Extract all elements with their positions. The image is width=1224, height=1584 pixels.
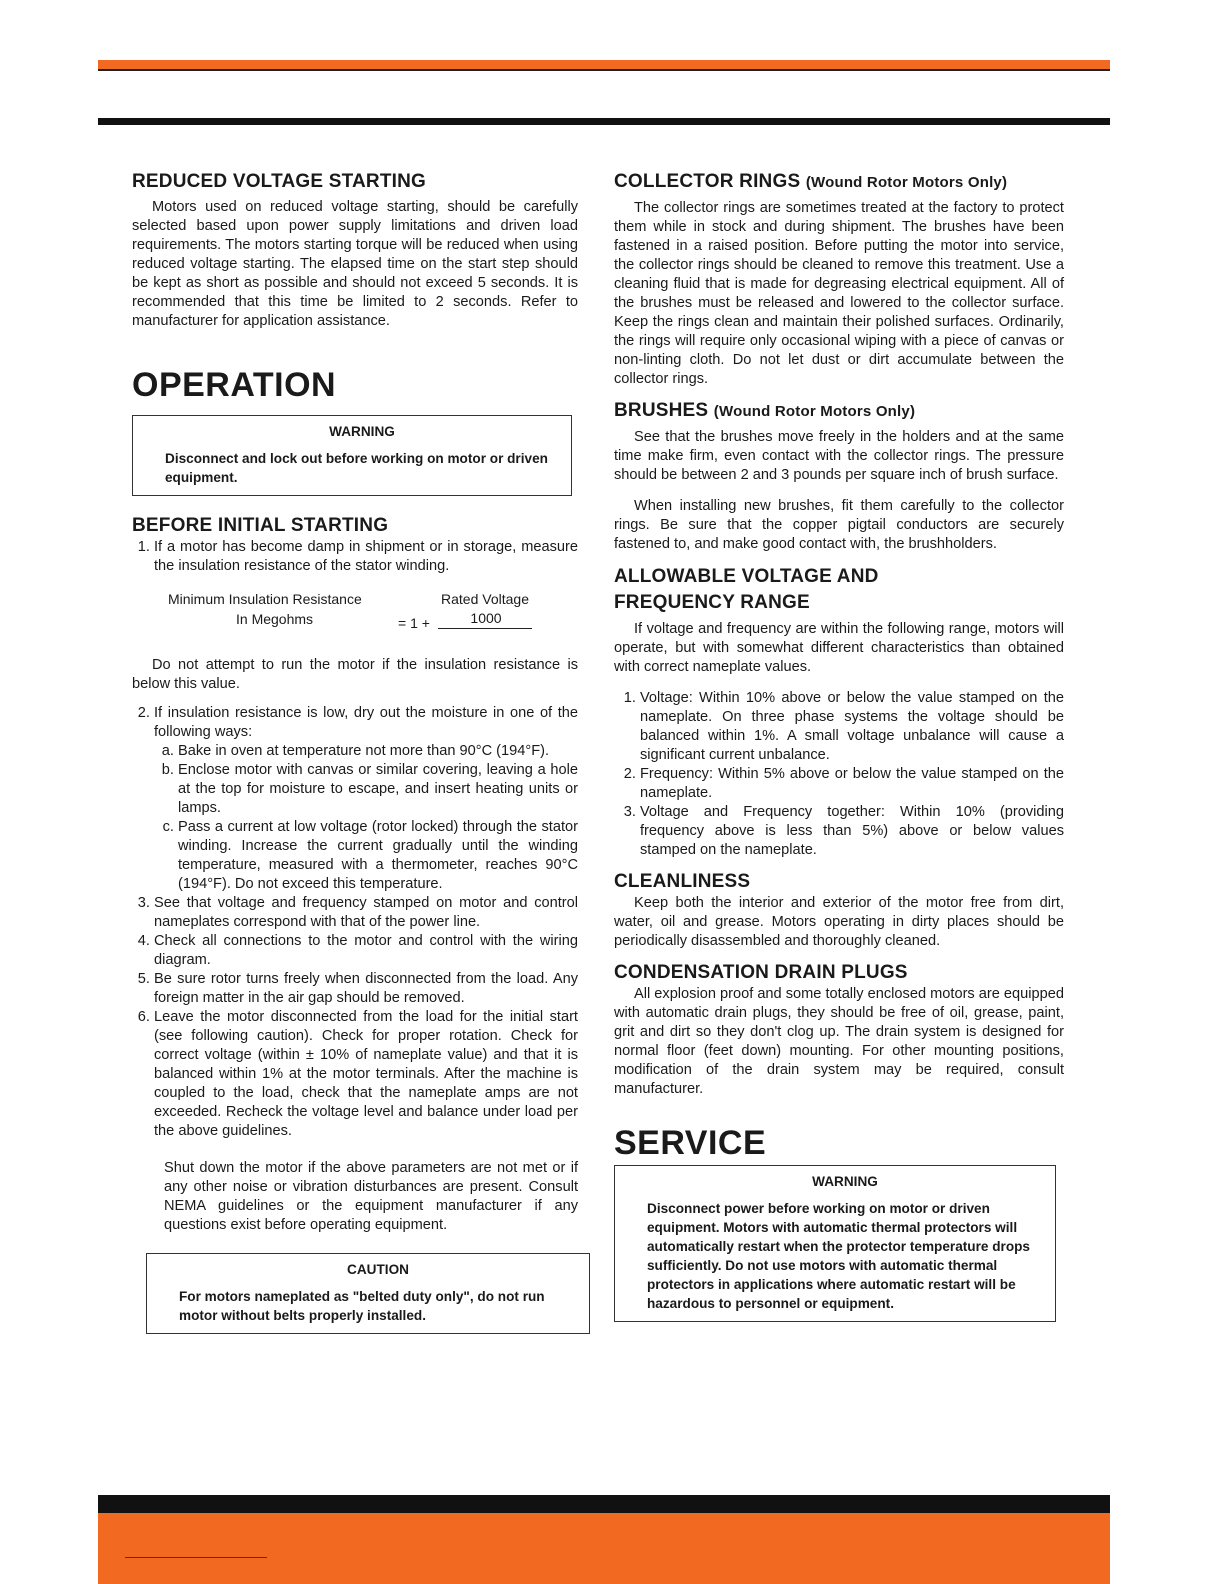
allowable-voltage-section <box>614 564 1064 860</box>
list-item: 1. Voltage: Within 10% above or below the value stamped on the nameplate. On three phase systems the voltage should be balanced within 1%. A small voltage unbalance will cause a significant current unbalance. <box>640 689 1064 765</box>
formula-equals: = 1 + <box>398 615 430 631</box>
header-black-bar <box>98 118 1110 125</box>
heading-line-1: ALLOWABLE VOLTAGE AND <box>614 566 879 587</box>
operation-section <box>132 365 578 496</box>
cleanliness-heading: CLEANLINESS <box>614 871 751 892</box>
allowable-voltage-heading <box>614 564 1064 616</box>
insulation-note: Do not attempt to run the motor if the insulation resistance is below this value. <box>132 657 578 692</box>
brushes-heading <box>614 399 1064 424</box>
warning-body: Disconnect power before working on motor or driven equipment. Motors with automatic thermal protectors will automatically restart when the protector temperature drops sufficiently. Do not use motors with automatic thermal protectors in applications where automatic restart will be hazardous to personnel or equipment. <box>647 1201 1030 1311</box>
heading-subtitle: (Wound Rotor Motors Only) <box>713 403 916 420</box>
heading-text: BRUSHES <box>614 400 709 421</box>
brushes-body-2: When installing new brushes, fit them carefully to the collector rings. Be sure that the copper pigtail conductors are securely fastened to, and make good contact with, the brushholders. <box>614 498 1064 552</box>
collector-rings-heading <box>614 170 1064 195</box>
list-item: 6. Leave the motor disconnected from the load for the initial start (see following caution). Check for proper rotation. Check for correct voltage (within ± 10% of nameplate value) and that it is balanced within 1% at the motor terminals. After the machine is coupled to the load, check that the nameplate amps are not exceeded. Recheck the voltage level and balance under load per the above guidelines. <box>154 1008 578 1141</box>
list-item: 3. Voltage and Frequency together: Within 10% (providing frequency above is less than 5%) above or below values stamped on the nameplate. <box>640 803 1064 860</box>
shutdown-note: Shut down the motor if the above parameters are not met or if any other noise or vibration disturbances are present. Consult NEMA guidelines or the equipment manufacturer if any questions exist before operating equipment. <box>164 1160 578 1233</box>
list-item <box>154 704 578 894</box>
list-item: c. Pass a current at low voltage (rotor locked) through the stator winding. Increase the current gradually until the winding temperature, measured with a thermometer, reaches 90°C (194°F). Do not exceed this temperature. <box>178 818 578 894</box>
list-item: 3. See that voltage and frequency stamped on motor and control nameplates correspond with that of the power line. <box>154 894 578 932</box>
list-item: 1. If a motor has become damp in shipment or in storage, measure the insulation resistance of the stator winding. <box>154 538 578 576</box>
operation-heading: OPERATION <box>132 366 337 404</box>
operation-warning-box <box>132 415 572 496</box>
allowable-range-list <box>614 689 1064 860</box>
list-item: b. Enclose motor with canvas or similar covering, leaving a hole at the top for moisture to escape, and insert heating units or lamps. <box>178 761 578 818</box>
caution-body: For motors nameplated as "belted duty only", do not run motor without belts properly installed. <box>179 1289 545 1323</box>
warning-title: WARNING <box>812 1174 878 1189</box>
formula-fraction-bar <box>438 628 532 629</box>
heading-line-2: FREQUENCY RANGE <box>614 592 810 613</box>
right-column <box>614 170 1064 1322</box>
list-item: 5. Be sure rotor turns freely when disconnected from the load. Any foreign matter in the air gap should be removed. <box>154 970 578 1008</box>
list-item: 2. Frequency: Within 5% above or below the value stamped on the nameplate. <box>640 765 1064 803</box>
insulation-formula <box>132 590 578 642</box>
brushes-section <box>614 399 1064 554</box>
header-orange-bar <box>98 60 1110 69</box>
formula-numerator: Rated Voltage <box>441 591 529 607</box>
header-rule <box>98 69 1110 71</box>
list-item: a. Bake in oven at temperature not more than 90°C (194°F). <box>178 742 578 761</box>
warning-body: Disconnect and lock out before working on motor or driven equipment. <box>165 451 548 485</box>
condensation-body: All explosion proof and some totally enclosed motors are equipped with automatic drain plugs, they should be free of oil, grease, paint, grit and dirt so they don't clog up. The drain system is designed for normal floor (feet down) mounting. For other mounting positions, modification of the drain system may be required, consult manufacturer. <box>614 986 1064 1097</box>
before-initial-starting-section <box>132 514 578 1334</box>
allowable-voltage-intro: If voltage and frequency are within the following range, motors will operate, but with somewhat different characteristics than obtained with correct nameplate values. <box>614 621 1064 675</box>
list-item-text: If insulation resistance is low, dry out the moisture in one of the following ways: <box>154 705 578 740</box>
starting-steps-list-continued <box>132 704 578 1141</box>
condensation-heading: CONDENSATION DRAIN PLUGS <box>614 962 908 983</box>
collector-rings-section <box>614 170 1064 389</box>
heading-text: COLLECTOR RINGS <box>614 171 801 192</box>
before-initial-starting-heading: BEFORE INITIAL STARTING <box>132 515 389 536</box>
cleanliness-section <box>614 870 1064 951</box>
heading-subtitle: (Wound Rotor Motors Only) <box>805 174 1008 191</box>
formula-denominator: 1000 <box>470 610 502 626</box>
left-column <box>132 170 578 1334</box>
condensation-section <box>614 961 1064 1099</box>
reduced-voltage-section <box>132 170 578 331</box>
formula-left-unit: In Megohms <box>236 611 314 627</box>
footer-black-bar <box>98 1495 1110 1513</box>
cleanliness-body: Keep both the interior and exterior of the motor free from dirt, water, oil and grease. Motors operating in dirty places should be periodically disassembled and thoroughly cleaned. <box>614 895 1064 949</box>
service-warning-box <box>614 1165 1056 1322</box>
brushes-body-1: See that the brushes move freely in the holders and at the same time make firm, even contact with the collector rings. The pressure should be between 2 and 3 pounds per square inch of brush surface. <box>614 429 1064 483</box>
collector-rings-body: The collector rings are sometimes treated at the factory to protect them while in stock and during shipment. The brushes have been fastened in a raised position. Before putting the motor into service, the collector rings should be cleaned to remove this treatment. Use a cleaning fluid that is made for degreasing electrical equipment. All of the brushes must be released and lowered to the collector surface. Keep the rings clean and maintain their polished surfaces. Ordinarily, the rings will require only occasional wiping with a piece of canvas or non-linting cloth. Do not let dust or dirt accumulate between the collector rings. <box>614 200 1064 387</box>
list-item: 4. Check all connections to the motor and control with the wiring diagram. <box>154 932 578 970</box>
service-heading: SERVICE <box>614 1124 767 1162</box>
footer-rule <box>125 1557 267 1558</box>
formula-left-label: Minimum Insulation Resistance <box>168 591 362 607</box>
caution-title: CAUTION <box>347 1262 409 1277</box>
caution-box <box>146 1253 590 1334</box>
starting-steps-list <box>132 538 578 576</box>
warning-title: WARNING <box>329 424 395 439</box>
reduced-voltage-heading: REDUCED VOLTAGE STARTING <box>132 171 427 192</box>
drying-methods-list <box>154 742 578 894</box>
footer-orange-band <box>98 1513 1110 1584</box>
service-section <box>614 1123 1064 1322</box>
reduced-voltage-body: Motors used on reduced voltage starting, should be carefully selected based upon power supply limitations and driven load requirements. The motors starting torque will be reduced when using reduced voltage starting. The elapsed time on the start step should be kept as short as possible and should not exceed 5 seconds. It is recommended that this time be limited to 2 seconds. Refer to manufacturer for application assistance. <box>132 199 578 329</box>
